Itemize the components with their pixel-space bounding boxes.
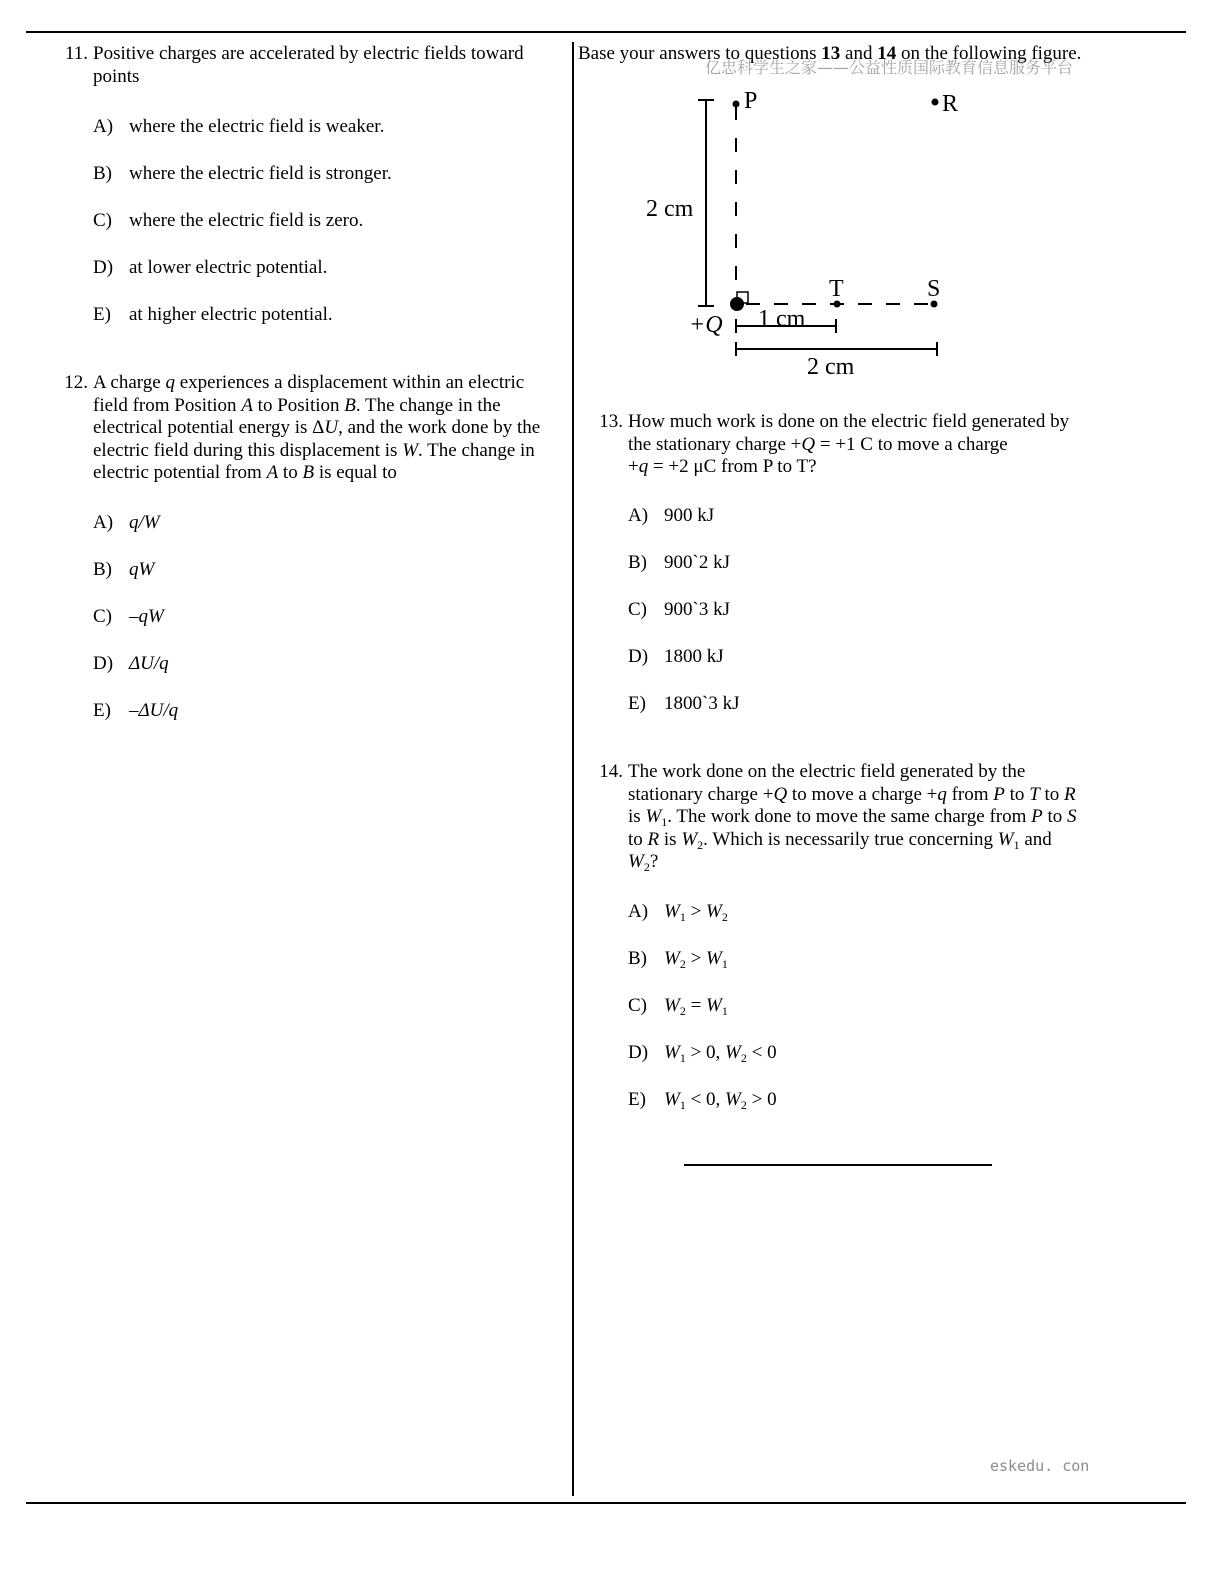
option-b[interactable]: B) 900ˋ2 kJ [628, 552, 730, 573]
option-a[interactable]: A) where the electric field is weaker. [93, 116, 385, 137]
option-e[interactable]: E) $W_1 < 0$, $W_2 > 0$ [628, 1089, 777, 1112]
option-a[interactable]: A) q/W [93, 512, 160, 533]
point-r-marker [932, 99, 939, 106]
label-t: T [829, 276, 844, 302]
option-a[interactable]: A) $W_1 > W_2$ [628, 901, 728, 924]
label-p: P [744, 88, 758, 114]
figure-intro: Base your answers to questions 13 and 14 on the following figure. [578, 43, 1082, 64]
label-short-dim: 1 cm [758, 306, 806, 332]
option-d[interactable]: D) at lower electric potential. [93, 257, 328, 278]
option-e[interactable]: E) –ΔU/q [93, 700, 179, 721]
question-text: A charge q experiences a displacement within an electric field from Position A to Position B. The change in the electrical potential energy is ΔU, and the work done by the electric field during this displacement is W. The change in electric potential from A to B is equal to [93, 372, 541, 484]
charge-figure [600, 80, 980, 380]
point-p-marker [733, 101, 740, 108]
label-long-dim: 2 cm [807, 354, 855, 380]
column-divider [572, 42, 574, 1496]
option-e[interactable]: E) 1800ˋ3 kJ [628, 693, 740, 714]
option-e[interactable]: E) at higher electric potential. [93, 304, 333, 325]
option-c[interactable]: C) –qW [93, 606, 164, 627]
label-s: S [927, 276, 941, 302]
option-a[interactable]: A) 900 kJ [628, 505, 715, 526]
option-c[interactable]: C) $W_2 = W_1$ [628, 995, 728, 1018]
option-c[interactable]: C) 900ˋ3 kJ [628, 599, 730, 620]
footer-watermark: eskedu. con [990, 1457, 1090, 1475]
question-number: 12. [64, 372, 88, 393]
label-vertical-dim: 2 cm [646, 196, 694, 222]
option-d[interactable]: D) 1800 kJ [628, 646, 724, 667]
option-d[interactable]: D) $W_1 > 0$, $W_2 < 0$ [628, 1042, 777, 1065]
option-b[interactable]: B) $W_2 > W_1$ [628, 948, 728, 971]
question-number: 13. [599, 411, 623, 432]
bottom-rule [26, 1502, 1186, 1504]
label-charge: +Q [689, 312, 723, 338]
question-text: How much work is done on the electric field generated by the stationary charge +Q = +1 C to move a charge +q = +2 μC from P to T? [628, 411, 1070, 478]
option-b[interactable]: B) where the electric field is stronger. [93, 163, 392, 184]
section-end-rule [684, 1164, 992, 1166]
charge-q-marker [730, 297, 744, 311]
label-r: R [942, 91, 959, 117]
option-d[interactable]: D) ΔU/q [93, 653, 169, 674]
question-number: 11. [64, 43, 88, 64]
option-b[interactable]: B) qW [93, 559, 155, 580]
question-text: The work done on the electric field generated by the stationary charge +Q to move a charge +q from P to T to R is $W_1$. The work done to move the same charge from P to S to R is $W_2$. Which is necessarily true concerning $W_1$ and $W_2$? [628, 761, 1077, 875]
top-rule [26, 31, 1186, 33]
question-text: Positive charges are accelerated by electric fields toward points [93, 43, 524, 87]
question-number: 14. [599, 761, 623, 782]
watermark-text: 亿忠科学生之家——公益性质国际教育信息服务平台 [705, 58, 1074, 77]
option-c[interactable]: C) where the electric field is zero. [93, 210, 364, 231]
